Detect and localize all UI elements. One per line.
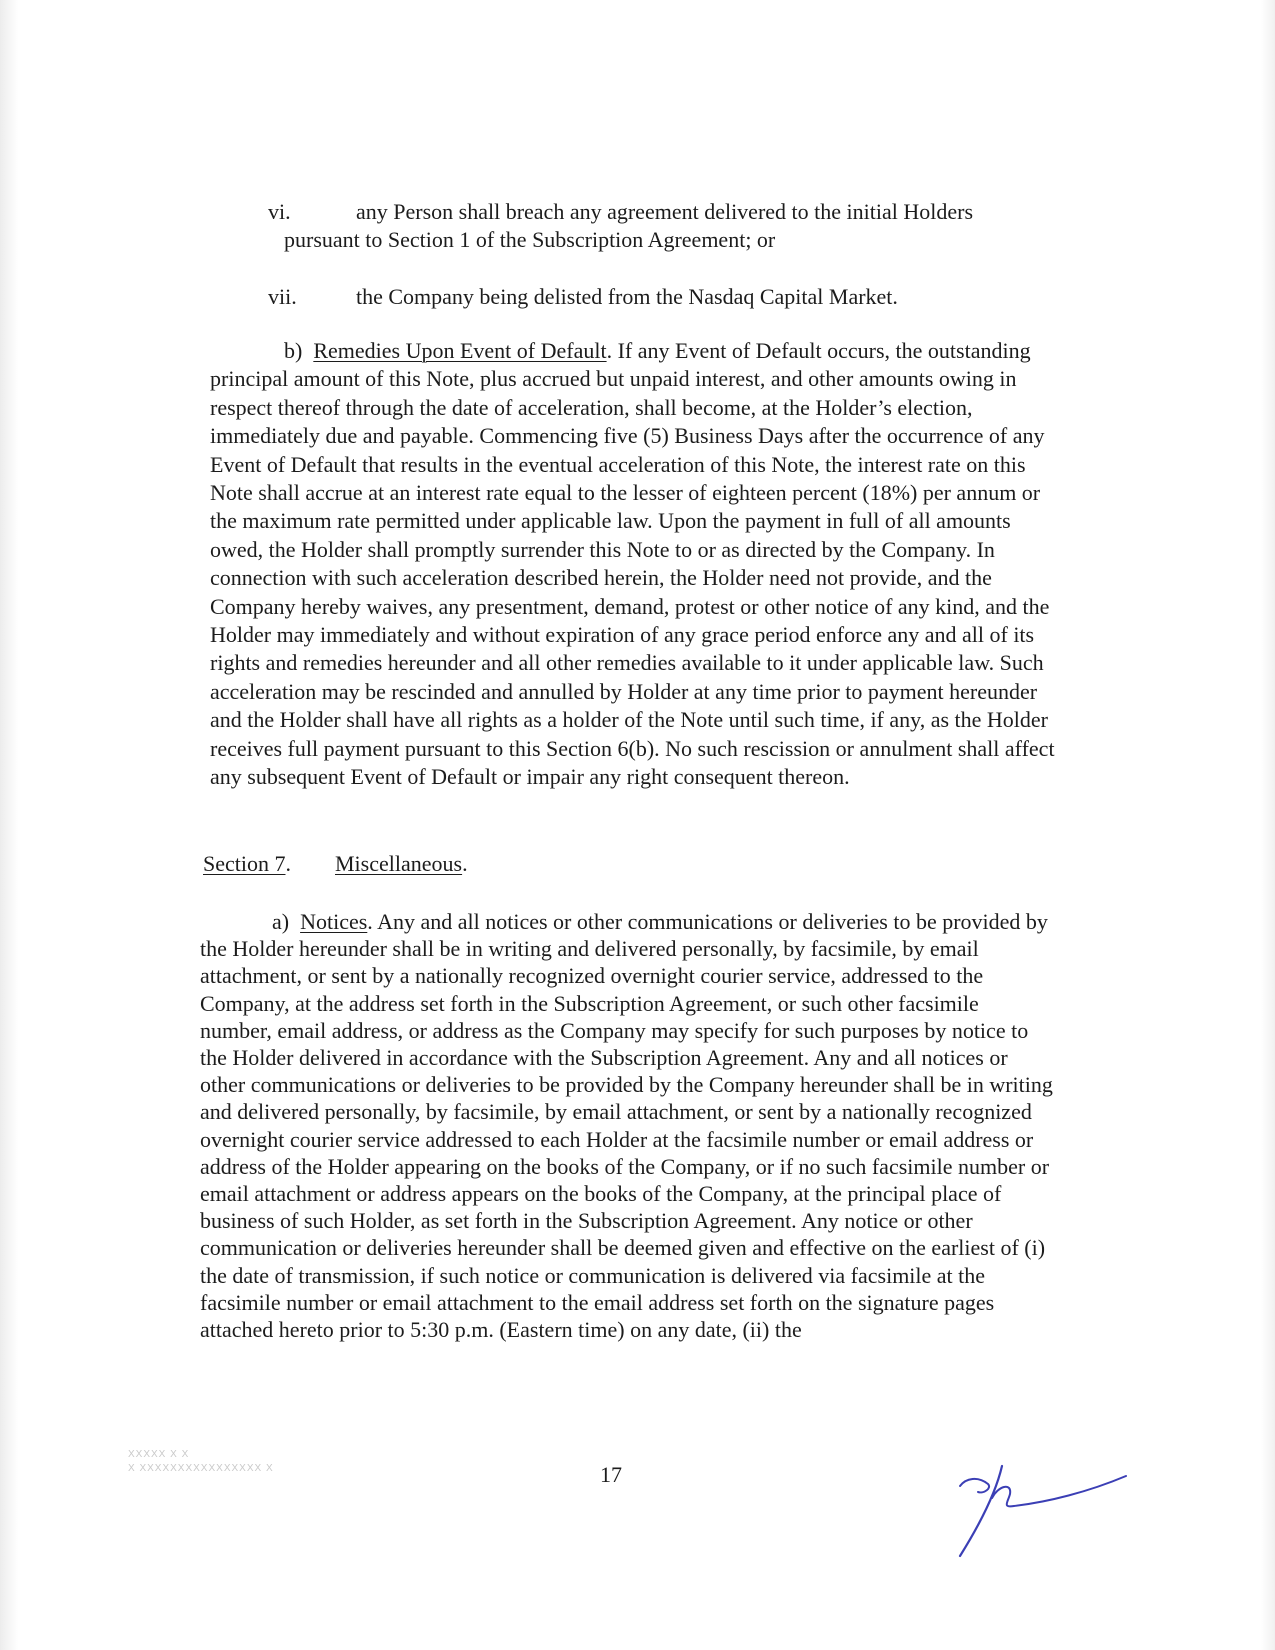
remedies-paragraph xyxy=(210,337,1066,792)
notices-marker: a) xyxy=(272,909,290,934)
remedies-body: . If any Event of Default occurs, the outstanding principal amount of this Note, plus accrued but unpaid interest, and other amounts owing in respect thereof through the date of acceleration, shall become, at the Holder’s election, immediately due and payable. Commencing five (5) Business Days after the occurrence of any Event of Default that results in the eventual acceleration of this Note, the interest rate on this Note shall accrue at an interest rate equal to the lesser of eighteen percent (18%) per annum or the maximum rate permitted under applicable law. Upon the payment in full of all amounts owed, the Holder shall promptly surrender this Note to or as directed by the Company. In connection with such acceleration described herein, the Holder need not provide, and the Company hereby waives, any presentment, demand, protest or other notice of any kind, and the Holder may immediately and without expiration of any grace period enforce any and all of its rights and remedies hereunder and all other remedies available to it under applicable law. Such acceleration may be rescinded and annulled by Holder at any time prior to payment hereunder and the Holder shall have all rights as a holder of the Note until such time, if any, as the Holder receives full payment pursuant to this Section 6(b). No such rescission or annulment shall affect any subsequent Event of Default or impair any right consequent thereon. xyxy=(210,338,1055,790)
signature-initials-icon xyxy=(958,1462,1128,1562)
list-item-vii-number: vii. xyxy=(268,284,297,309)
notices-body: . Any and all notices or other communications or deliveries to be provided by the Holder hereunder shall be in writing and delivered personally, by facsimile, by email attachment, or sent by a nationally recognized overnight courier service, addressed to the Company, at the address set forth in the Subscription Agreement, or such other facsimile number, email address, or address as the Company may specify for such purposes by notice to the Holder delivered in accordance with the Subscription Agreement. Any and all notices or other communications or deliveries to be provided by the Company hereunder shall be in writing and delivered personally, by facsimile, by email attachment, or sent by a nationally recognized overnight courier service addressed to each Holder at the facsimile number or email address or address of the Holder appearing on the books of the Company, or if no such facsimile number or email attachment or address appears on the books of the Company, at the principal place of business of such Holder, as set forth in the Subscription Agreement. Any notice or other communication or deliveries hereunder shall be deemed given and effective on the earliest of (i) the date of transmission, if such notice or communication is delivered via facsimile at the facsimile number or email attachment to the email address set forth on the signature pages attached hereto prior to 5:30 p.m. (Eastern time) on any date, (ii) the xyxy=(200,909,1053,1343)
list-item-vi-text-1: any Person shall breach any agreement delivered to the initial Holders xyxy=(356,199,974,224)
list-item-vii-text: the Company being delisted from the Nasdaq Capital Market. xyxy=(356,284,898,309)
document-id-line1: XXXXX X X xyxy=(128,1449,190,1460)
list-item-vi-line1 xyxy=(268,198,1068,226)
remedies-heading: Remedies Upon Event of Default xyxy=(313,338,607,363)
section-number: Section 7 xyxy=(203,851,286,876)
section-title-period: . xyxy=(462,851,468,876)
list-item-vi-number: vi. xyxy=(268,199,291,224)
list-item-vi xyxy=(268,198,1068,255)
section-title: Miscellaneous xyxy=(335,851,463,876)
list-item-vii xyxy=(268,283,1068,311)
list-item-vi-line2 xyxy=(268,226,1068,254)
list-item-vi-text-2: pursuant to Section 1 of the Subscription Agreement; or xyxy=(284,227,776,253)
document-id-line2: X XXXXXXXXXXXXXXXX X xyxy=(128,1463,274,1474)
remedies-marker: b) xyxy=(284,338,303,363)
notices-paragraph xyxy=(200,908,1056,1343)
page-number: 17 xyxy=(600,1462,622,1487)
notices-heading: Notices xyxy=(300,909,368,934)
page-edge-shadow-left xyxy=(0,0,18,1650)
document-id-stamp xyxy=(128,1448,274,1476)
page-edge-shadow-right xyxy=(1261,0,1275,1650)
section-heading xyxy=(203,850,803,878)
section-number-period: . xyxy=(285,851,291,876)
